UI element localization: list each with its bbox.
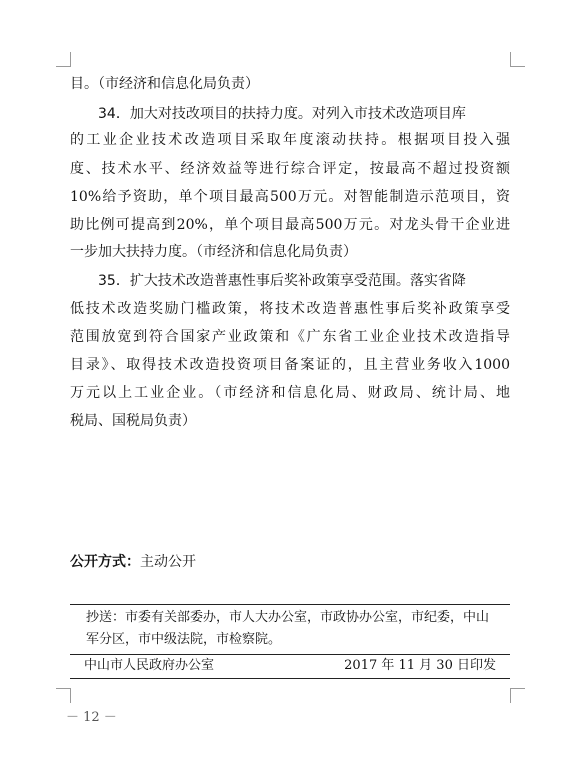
footer-bottom-rule bbox=[70, 678, 510, 679]
crop-mark-top-left bbox=[56, 52, 71, 67]
crop-mark-bottom-left bbox=[56, 688, 71, 703]
body-line: 万元以上工业企业。（市经济和信息化局、财政局、统计局、地 bbox=[70, 385, 510, 401]
body-line: 目录》、取得技术改造投资项目备案证的，且主营业务收入1000 bbox=[70, 357, 510, 373]
cc-top-rule bbox=[70, 604, 510, 605]
crop-mark-top-right bbox=[510, 52, 525, 67]
item-34-text: 对列入市技术改造项目库 bbox=[311, 106, 466, 122]
body-line: 范围放宽到符合国家产业政策和《广东省工业企业技术改造指导 bbox=[70, 329, 510, 345]
issue-date: 2017 年 11 月 30 日印发 bbox=[344, 658, 496, 673]
body-line: 助比例可提高到20%，单个项目最高500万元。对龙头骨干企业进 bbox=[70, 217, 510, 233]
item-35-heading: 35．扩大技术改造普惠性事后奖补政策享受范围。 bbox=[98, 273, 410, 289]
body-line: 度、技术水平、经济效益等进行综合评定，按最高不超过投资额 bbox=[70, 161, 510, 177]
issuing-office: 中山市人民政府办公室 bbox=[84, 658, 215, 673]
body-line: 税局、国税局负责） bbox=[70, 413, 196, 429]
cc-recipients-1: 市委有关部委办，市人大办公室，市政协办公室，市纪委，中山 bbox=[125, 610, 490, 625]
body-line: 一步加大扶持力度。（市经济和信息化局负责） bbox=[70, 244, 357, 260]
cc-bottom-rule bbox=[70, 654, 510, 655]
disclosure-value: 主动公开 bbox=[140, 554, 196, 570]
cc-label: 抄送： bbox=[86, 610, 126, 625]
body-line: 的工业企业技术改造项目采取年度滚动扶持。根据项目投入强 bbox=[70, 132, 510, 148]
item-34-line bbox=[70, 104, 510, 124]
disclosure-method bbox=[70, 552, 196, 572]
body-line: 10%给予资助，单个项目最高500万元。对智能制造示范项目，资 bbox=[70, 189, 510, 205]
page-number: － 12 － bbox=[66, 710, 117, 725]
crop-mark-bottom-right bbox=[510, 688, 525, 703]
cc-line-2: 军分区，市中级法院，市检察院。 bbox=[86, 632, 282, 647]
body-line: 目。（市经济和信息化局负责） bbox=[70, 76, 259, 92]
disclosure-label: 公开方式： bbox=[70, 554, 140, 570]
item-34-heading: 34．加大对技改项目的扶持力度。 bbox=[98, 106, 312, 122]
body-line: 低技术改造奖励门槛政策，将技术改造普惠性事后奖补政策享受 bbox=[70, 301, 510, 317]
item-35-line bbox=[70, 271, 510, 291]
cc-line-1 bbox=[86, 608, 496, 628]
item-35-text: 落实省降 bbox=[409, 273, 466, 289]
